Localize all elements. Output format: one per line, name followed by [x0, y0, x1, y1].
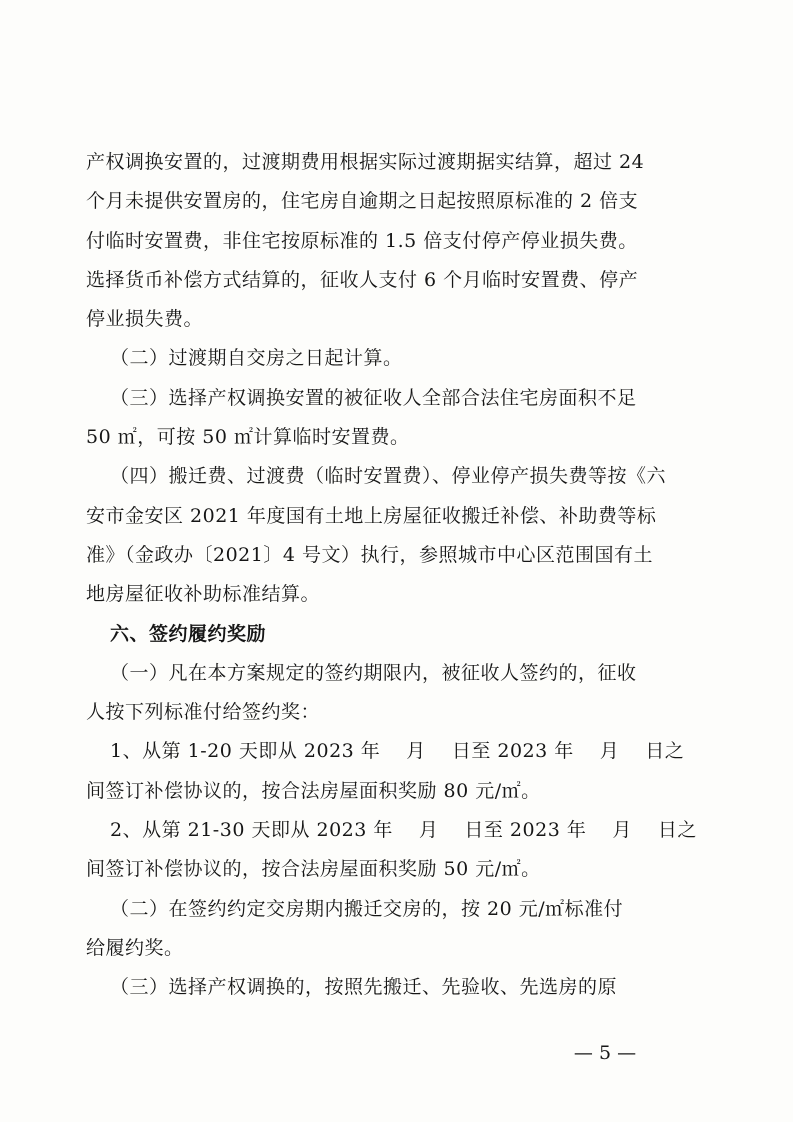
text-line: 地房屋征收补助标准结算。	[86, 583, 321, 606]
text-line: （二）在签约约定交房期内搬迁交房的，按 20 元/㎡标准付	[110, 897, 624, 920]
text-line	[86, 811, 697, 850]
text-line: 产权调换安置的，过渡期费用根据实际过渡期据实结算，超过 24	[86, 151, 645, 173]
section-heading: 六、签约履约奖励	[110, 622, 267, 645]
text-fragment: 日至 2023 年	[451, 740, 574, 763]
text-fragment: 月	[418, 819, 439, 842]
text-fragment: 1、从第 1-20 天即从 2023 年	[110, 740, 381, 763]
text-line: 50 ㎡，可按 50 ㎡计算临时安置费。	[86, 426, 410, 449]
text-line: 个月未提供安置房的，住宅房自逾期之日起按照原标准的 2 倍支	[86, 190, 639, 213]
text-fragment: 月	[599, 740, 620, 763]
text-fragment: 2、从第 21-30 天即从 2023 年	[110, 819, 393, 842]
text-fragment: 日至 2023 年	[464, 819, 587, 842]
text-line: （四）搬迁费、过渡费（临时安置费）、停业停产损失费等按《六	[110, 465, 667, 488]
text-line	[86, 732, 686, 771]
text-line: 付临时安置费，非住宅按原标准的 1.5 倍支付停产停业损失费。	[86, 229, 638, 252]
text-line: （三）选择产权调换的，按照先搬迁、先验收、先选房的原	[110, 976, 618, 999]
text-line: 选择货币补偿方式结算的，征收人支付 6 个月临时安置费、停产	[86, 268, 639, 291]
text-line: （三）选择产权调换安置的被征收人全部合法住宅房面积不足	[110, 386, 637, 409]
text-fragment: 日之	[645, 740, 685, 763]
text-line: （一）凡在本方案规定的签约期限内，被征收人签约的，征收	[110, 661, 637, 684]
text-line: （二）过渡期自交房之日起计算。	[110, 347, 403, 370]
text-line: 给履约奖。	[86, 936, 184, 959]
text-fragment: 日之	[657, 819, 697, 842]
page-number: — 5 —	[573, 1042, 637, 1064]
text-line: 停业损失费。	[86, 308, 204, 331]
text-line: 准》（金政办〔2021〕4 号文）执行，参照城市中心区范围国有土	[86, 543, 653, 566]
text-line: 间签订补偿协议的，按合法房屋面积奖励 80 元/㎡。	[86, 779, 541, 802]
text-line: 安市金安区 2021 年度国有土地上房屋征收搬迁补偿、补助费等标	[86, 504, 657, 527]
text-line: 间签订补偿协议的，按合法房屋面积奖励 50 元/㎡。	[86, 858, 541, 881]
document-body	[86, 143, 697, 1008]
text-fragment: 月	[406, 740, 426, 763]
text-fragment: 月	[612, 819, 632, 842]
text-line: 人按下列标准付给签约奖：	[86, 701, 321, 724]
